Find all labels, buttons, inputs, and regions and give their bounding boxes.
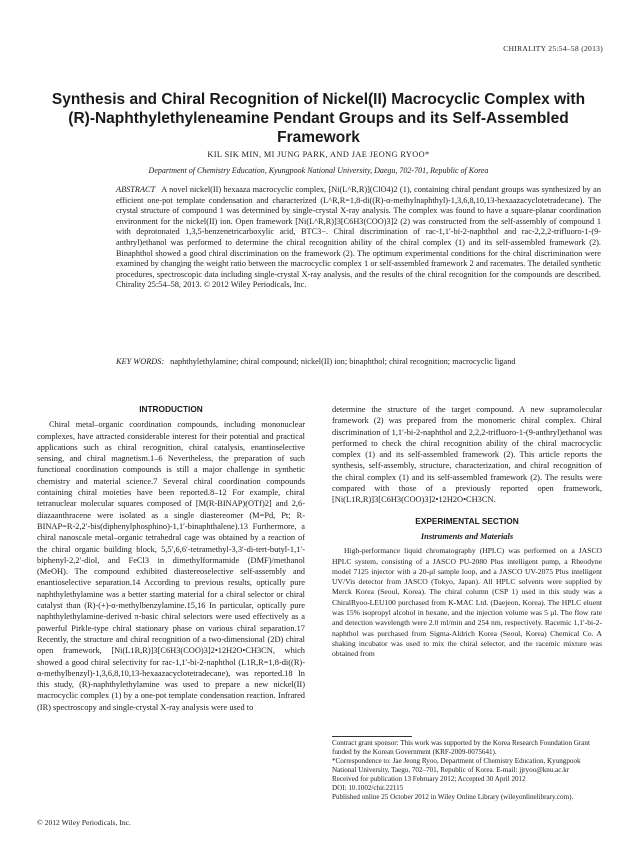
introduction-heading: INTRODUCTION (139, 404, 203, 414)
abstract-text: A novel nickel(II) hexaaza macrocyclic complex, [Ni(L^R,R)](ClO4)2 (1), containing chiral pendant groups was synthesized by an efficient one-pot template condensation and characterized (L^R,R=1,8-di((R)-α-methylnaphthyl)-1,3,6,8,10,13-hexaazacyclotetradecane). The crystal structure of compound 1 was determined by single-crystal X-ray analysis. The complex was found to have a square-planar coordination environment for the nickel(II) ion. Open framework [Ni(L^R,R)]3[C6H3(COO)3]2 (2) was constructed from the self-assembly of compound 1 with deprotonated 1,3,5-benzenetricarboxylic acid, BTC3−. Chiral discrimination of rac-1,1′-bi-2-naphthol and rac-2,2,2-trifluoro-1-(9-anthryl)ethanol was performed to determine the chiral recognition ability of the chiral complex (1) and its self-assembled framework (2). Binaphthol showed a good chiral discrimination on the framework (2). The optimum experimental conditions for the chiral discrimination were examined by changing the weight ratio between the macrocyclic complex 1 or self-assembled framework 2 and racemates. The detailed synthetic procedures, spectroscopic data including single-crystal X-ray analysis, and the results of the chiral recognition for the compounds are described. Chirality 25:54–58, 2013. © 2012 Wiley Periodicals, Inc. (116, 185, 601, 290)
experimental-paragraph: High-performance liquid chromatography (HPLC) was performed on a JASCO HPLC system, consisting of a JASCO PU-2080 Plus intelligent pump, a Rheodyne model 7125 injector with a 20-μl sample loop, and a JASCO UV-2075 Plus intelligent UV/Vis detector from JASCO (Tokyo, Japan). All HPLC solvents were supplied by Merck Korea (Seoul, Korea). The chiral column (CSP 1) used in this study was a ChiralRyoo-LEU100 purchased from K-MAC Ltd. (Daejeon, Korea). The HPLC eluent was 15% isopropyl alcohol in hexane, and the injection volume was 5 μl. The flow rate and detection wavelength were 2.0 ml/min and 254 nm, respectively. Racemic 1,1′-bi-2-naphthol was purchased from Sigma-Aldrich Korea (Seoul, Korea) Chemical Co. A shaking incubator was used to mix the chiral selector, and the racemic mixture was obtained from (332, 546, 602, 659)
introduction-continued: determine the structure of the target compound. A new supramolecular framework (2) was prepared from the monomeric chiral complex. Chiral discrimination of 1,1′-bi-2-naphthol and 2,2,2-trifluoro-1-(9-anthryl)ethanol was performed to check the chiral recognition ability of the chiral macrocyclic complex (1) and its self-assembled framework (2). This article reports the synthesis, self-assembly, structure, characterization, and chiral recognition of the chiral complex (1) and its self-assembled framework (2). The results were compared with those of a previously reported open framework, [Ni(L1R,R)]3[C6H3(COO)3]2•12H2O•CH3CN. (332, 405, 602, 505)
footnote-published: Published online 25 October 2012 in Wiley Online Library (wileyonlinelibrary.com). (332, 793, 574, 801)
right-column (332, 404, 602, 666)
footnotes (332, 739, 602, 802)
footnote-divider (332, 736, 412, 737)
running-head: CHIRALITY 25:54–58 (2013) (503, 44, 603, 53)
abstract-label: ABSTRACT (116, 185, 156, 194)
instruments-subheading: Instruments and Materials (420, 531, 514, 541)
keywords-text: naphthylethylamine; chiral compound; nickel(II) ion; binaphthol; chiral recognition; macrocyclic ligand (170, 357, 516, 366)
left-column (37, 404, 305, 719)
introduction-paragraph: Chiral metal–organic coordination compounds, including mononuclear complexes, have attracted considerable interest for their potential and practical applications such as chiral recognition, chiral catalysis, enantioselective sensing, and chiral magnetism.1–6 Nevertheless, the preparation of such functional coordination compounds is still a major challenge in synthetic chemistry and material science.7 Several chiral coordination compounds containing chiral moieties have been reported.8–12 For example, chiral tetranuclear molecular squares composed of [M(R-BINAP)(OTf)2] and 2,6-diazaanthracene were isolated as a single diastereomer (M=Pd, Pt; R-BINAP=R-2,2′-bis(diphenylphosphino)-1,1′-binaphthalene).13 Furthermore, a chiral nanoscale metal–organic tetrahedral cage was obtained by a reaction of the chiral organic building block, 5,5′,6,6′-tetramethyl-3,3′-di-tert-butyl-1,1′-biphenyl-2,2′-diol, and FeCl3 in dimethylformamide (DMF)/methanol (MeOH). The compound exhibited diastereoselective self-assembly and enantioselective separation.14 According to previous results, optically pure naphthylethylamine was a better starting material for a chiral selector or chiral catalyst than (R)-(+)-α-methylbenzylamine.15,16 In particular, optically pure naphthylethylamine-derived π-basic chiral selectors were used effectively as a powerful Pirkle-type chiral stationary phase on various chiral separation.17 Recently, the structure and chiral recognition of a two-dimensional (2D) chiral open framework, [Ni(L1R,R)]3[C6H3(COO)3]2•12H2O•CH3CN, which showed a good chiral selectivity for rac-1,1′-bi-2-naphthol (L1R,R=1,8-di((R)-α-methylbenzyl)-1,3,6,8,10,13-hexaazacyclotetradecane), was reported.18 In this study, (R)-naphthylethylamine was used to prepare a new nickel(II) macrocyclic complex (1) by a one-pot template condensation reaction. Infrared (IR) spectroscopy and single-crystal X-ray analysis were used to (37, 420, 305, 712)
footnote-grant: Contract grant sponsor: This work was supported by the Korea Research Foundation Grant funded by the Korean Government (KRF-2009-0075641). (332, 739, 590, 756)
article-title: Synthesis and Chiral Recognition of Nickel(II) Macrocyclic Complex with (R)-Naphthylethyleneamine Pendant Groups and its Self-Assembled Framework (51, 91, 586, 146)
experimental-heading: EXPERIMENTAL SECTION (415, 515, 519, 526)
author-list: KIL SIK MIN, MI JUNG PARK, AND JAE JEONG RYOO* (207, 150, 430, 159)
footnote-doi: DOI: 10.1002/chir.22115 (332, 784, 404, 792)
copyright-line: © 2012 Wiley Periodicals, Inc. (37, 818, 131, 827)
footnote-correspondence: *Correspondence to: Jae Jeong Ryoo, Department of Chemistry Education, Kyungpook National University, Taegu, 702–701, Republic of Korea. E-mail: jjryoo@knu.ac.kr (332, 757, 581, 774)
affiliation: Department of Chemistry Education, Kyungpook National University, Daegu, 702-701, Republic of Korea (148, 166, 489, 175)
keywords-label: KEY WORDS: (116, 357, 165, 366)
keywords (116, 357, 601, 368)
footnote-received: Received for publication 13 February 2012; Accepted 30 April 2012 (332, 775, 526, 783)
abstract (116, 185, 601, 291)
